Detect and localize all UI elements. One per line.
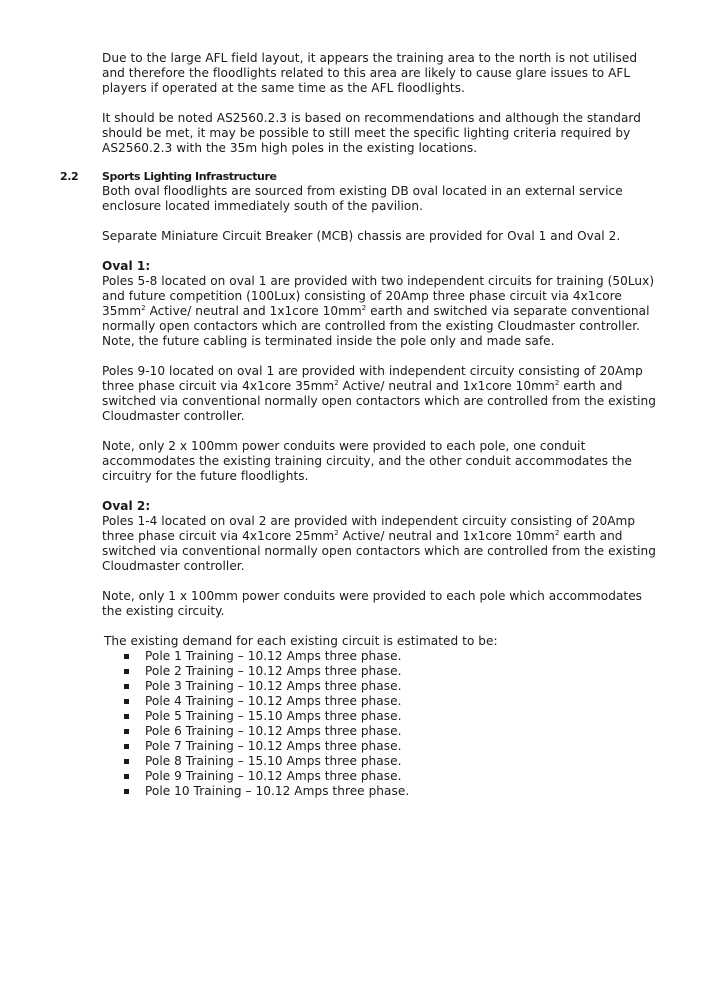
oval1-heading: Oval 1: bbox=[102, 259, 151, 273]
list-item: Pole 3 Training – 10.12 Amps three phase. bbox=[102, 679, 657, 694]
bullet-icon bbox=[124, 669, 129, 674]
oval1-paragraph-1: Poles 5-8 located on oval 1 are provided with two independent circuits for training (50Lux) and future competition (100Lux) consisting of 20Amp three phase circuit via 4x1core $35mm^2$ Active/ neutral and 1x1core $10mm^2$ earth and switched via separate conventional normally open contactors which are controlled from the existing Cloudmaster controller. Note, the future cabling is terminated inside the pole only and made safe. bbox=[102, 274, 655, 348]
list-item: Pole 5 Training – 15.10 Amps three phase. bbox=[102, 709, 657, 724]
intro-paragraph-2: It should be noted AS2560.2.3 is based on recommendations and although the standard should be met, it may be possible to still meet the specific lighting criteria required by AS2560.2.3 with the 35m high poles in the existing locations. bbox=[102, 111, 641, 155]
list-item: Pole 9 Training – 10.12 Amps three phase. bbox=[102, 769, 657, 784]
oval1-paragraph-3: Note, only 2 x 100mm power conduits were provided to each pole, one conduit accommodates the existing training circuity, and the other conduit accommodates the circuitry for the future floodlights. bbox=[102, 439, 633, 483]
oval2-heading: Oval 2: bbox=[102, 499, 151, 513]
section-number: 2.2 bbox=[60, 170, 79, 183]
demand-list bbox=[102, 649, 657, 799]
intro-block bbox=[102, 51, 657, 156]
list-item: Pole 6 Training – 10.12 Amps three phase. bbox=[102, 724, 657, 739]
section-title: Sports Lighting Infrastructure bbox=[102, 170, 277, 183]
oval1-paragraph-2: Poles 9-10 located on oval 1 are provided with independent circuity consisting of 20Amp three phase circuit via 4x1core $35mm^2$ Active/ neutral and 1x1core $10mm^2$ earth and switched via conventional normally open contactors which are controlled from the existing Cloudmaster controller. bbox=[102, 364, 656, 423]
bullet-icon bbox=[124, 789, 129, 794]
bullet-icon bbox=[124, 729, 129, 734]
bullet-icon bbox=[124, 714, 129, 719]
section-paragraph-2: Separate Miniature Circuit Breaker (MCB) chassis are provided for Oval 1 and Oval 2. bbox=[102, 229, 621, 243]
demand-intro: The existing demand for each existing circuit is estimated to be: bbox=[104, 634, 498, 648]
list-item: Pole 1 Training – 10.12 Amps three phase. bbox=[102, 649, 657, 664]
oval2-paragraph-2: Note, only 1 x 100mm power conduits were provided to each pole which accommodates the existing circuity. bbox=[102, 589, 643, 618]
intro-paragraph-1: Due to the large AFL field layout, it appears the training area to the north is not utilised and therefore the floodlights related to this area are likely to cause glare issues to AFL players if operated at the same time as the AFL floodlights. bbox=[102, 51, 638, 95]
bullet-icon bbox=[124, 774, 129, 779]
list-item: Pole 2 Training – 10.12 Amps three phase. bbox=[102, 664, 657, 679]
list-item: Pole 8 Training – 15.10 Amps three phase. bbox=[102, 754, 657, 769]
bullet-icon bbox=[124, 759, 129, 764]
bullet-icon bbox=[124, 744, 129, 749]
section-body bbox=[102, 170, 657, 799]
list-item: Pole 10 Training – 10.12 Amps three phase. bbox=[102, 784, 657, 799]
bullet-icon bbox=[124, 684, 129, 689]
bullet-icon bbox=[124, 654, 129, 659]
section-paragraph-1: Both oval floodlights are sourced from existing DB oval located in an external service enclosure located immediately south of the pavilion. bbox=[102, 184, 623, 213]
list-item: Pole 7 Training – 10.12 Amps three phase. bbox=[102, 739, 657, 754]
oval2-paragraph-1: Poles 1-4 located on oval 2 are provided with independent circuity consisting of 20Amp three phase circuit via 4x1core $25mm^2$ Active/ neutral and 1x1core $10mm^2$ earth and switched via conventional normally open contactors which are controlled from the existing Cloudmaster controller. bbox=[102, 514, 656, 573]
bullet-icon bbox=[124, 699, 129, 704]
list-item: Pole 4 Training – 10.12 Amps three phase. bbox=[102, 694, 657, 709]
